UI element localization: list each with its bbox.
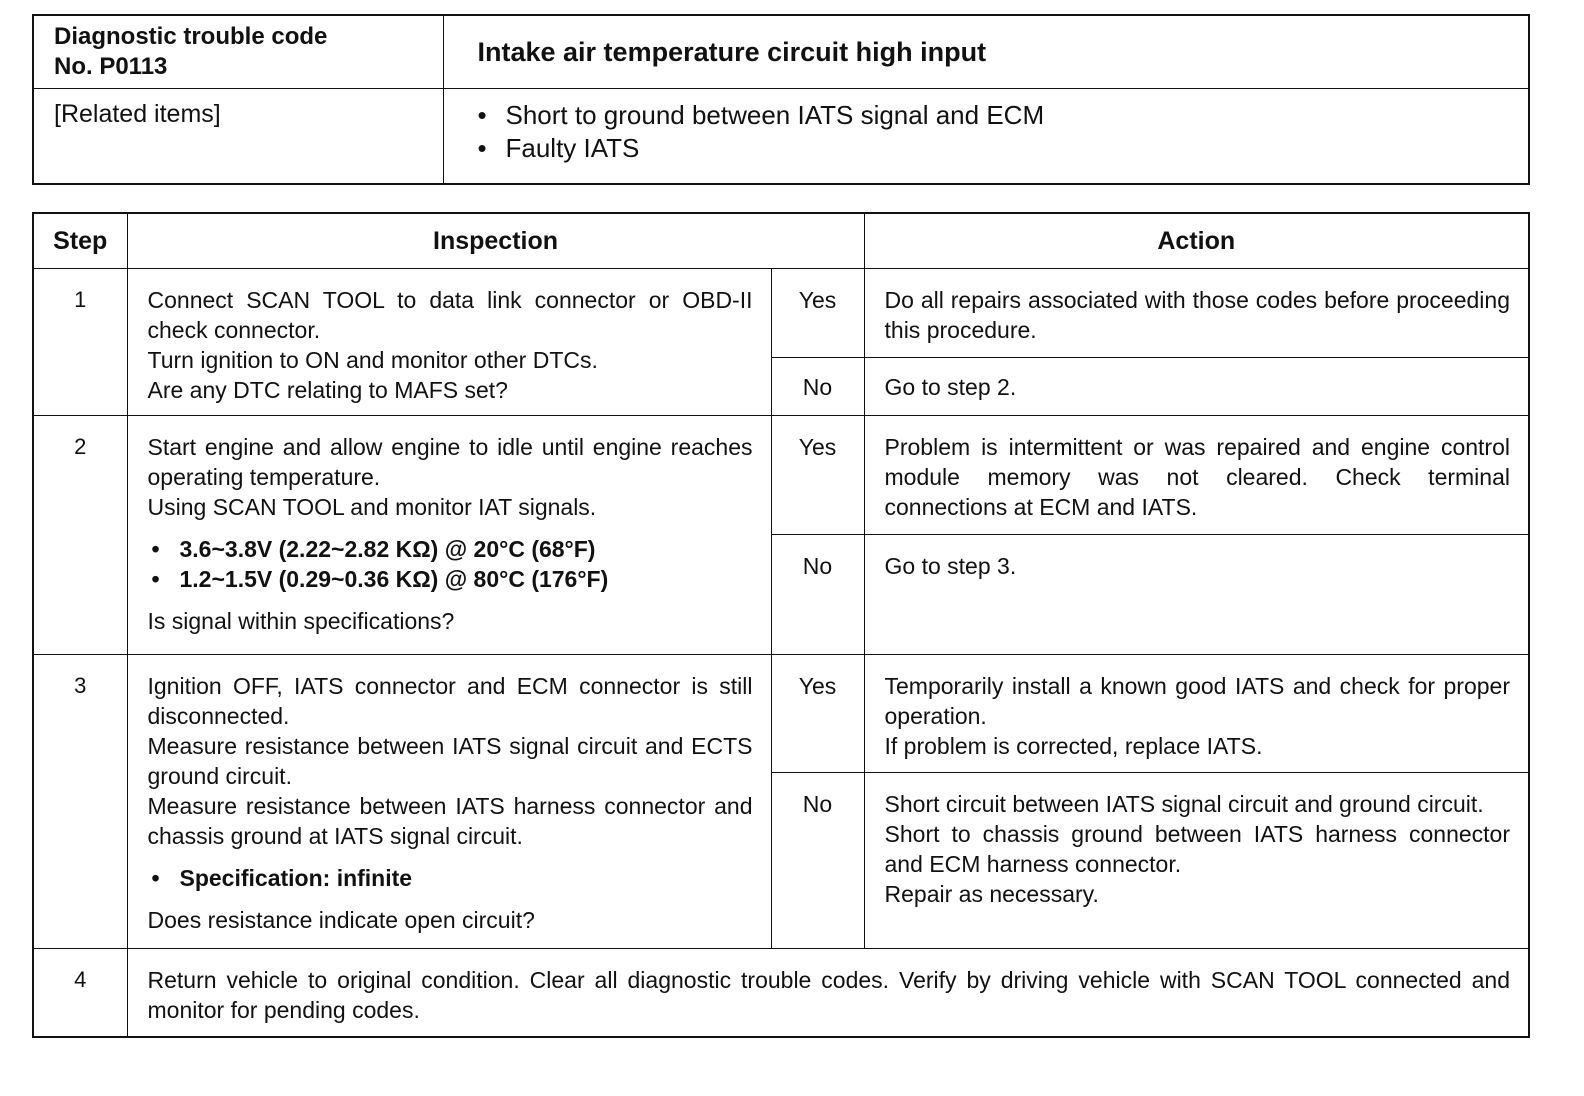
procedure-table bbox=[32, 212, 1530, 1038]
column-header-action: Action bbox=[864, 213, 1529, 269]
inspection-cell bbox=[127, 416, 771, 655]
inspection-text: Ignition OFF, IATS connector and ECM connector is still disconnected. bbox=[147, 673, 753, 729]
final-step-text: Return vehicle to original condition. Clear all diagnostic trouble codes. Verify by driving vehicle with SCAN TOOL connected and monitor for pending codes. bbox=[127, 949, 1529, 1037]
inspection-cell bbox=[127, 655, 771, 949]
inspection-text: Using SCAN TOOL and monitor IAT signals. bbox=[147, 494, 597, 520]
no-label: No bbox=[771, 535, 864, 655]
action-text: Repair as necessary. bbox=[884, 881, 1099, 907]
yes-label: Yes bbox=[771, 655, 864, 773]
action-text: Short to chassis ground between IATS harness connector and ECM harness connector. bbox=[884, 821, 1510, 877]
action-text: Do all repairs associated with those codes before proceeding this procedure. bbox=[884, 287, 1510, 343]
action-text: If problem is corrected, replace IATS. bbox=[884, 733, 1263, 759]
inspection-question: Does resistance indicate open circuit? bbox=[147, 907, 535, 933]
dtc-title: Intake air temperature circuit high input bbox=[443, 15, 1529, 89]
yes-action bbox=[864, 269, 1529, 358]
no-action bbox=[864, 773, 1529, 949]
yes-label: Yes bbox=[771, 269, 864, 358]
dtc-code-label bbox=[33, 15, 443, 89]
related-item: • Short to ground between IATS signal and ECM bbox=[478, 99, 1509, 132]
column-header-step: Step bbox=[33, 213, 127, 269]
spec-item: • Specification: infinite bbox=[148, 863, 753, 893]
related-items-list bbox=[443, 89, 1529, 185]
inspection-question: Is signal within specifications? bbox=[147, 608, 455, 634]
spec-item: • 3.6~3.8V (2.22~2.82 KΩ) @ 20°C (68°F) bbox=[148, 534, 753, 564]
inspection-cell bbox=[127, 269, 771, 416]
yes-action bbox=[864, 655, 1529, 773]
inspection-text: Connect SCAN TOOL to data link connector or OBD-II check connector. bbox=[147, 287, 753, 343]
dtc-header-table bbox=[32, 14, 1530, 185]
yes-action bbox=[864, 416, 1529, 535]
action-text: Go to step 2. bbox=[884, 374, 1017, 400]
inspection-text: Measure resistance between IATS harness connector and chassis ground at IATS signal circuit. bbox=[147, 793, 753, 849]
column-header-inspection: Inspection bbox=[127, 213, 864, 269]
no-action bbox=[864, 358, 1529, 416]
action-text: Go to step 3. bbox=[884, 553, 1017, 579]
related-item: • Faulty IATS bbox=[478, 132, 1509, 165]
no-label: No bbox=[771, 773, 864, 949]
inspection-text: Measure resistance between IATS signal circuit and ECTS ground circuit. bbox=[147, 733, 753, 789]
dtc-label-line1: Diagnostic trouble code bbox=[54, 23, 328, 50]
step-number: 2 bbox=[33, 416, 127, 655]
action-text: Problem is intermittent or was repaired and engine control module memory was not cleared. Check terminal connections at ECM and IATS. bbox=[884, 434, 1510, 520]
related-items-label: [Related items] bbox=[33, 89, 443, 185]
step-number: 1 bbox=[33, 269, 127, 416]
inspection-text: Start engine and allow engine to idle until engine reaches operating temperature. bbox=[147, 434, 753, 490]
no-label: No bbox=[771, 358, 864, 416]
action-text: Short circuit between IATS signal circuit and ground circuit. bbox=[884, 791, 1484, 817]
dtc-label-line2: No. P0113 bbox=[54, 53, 168, 80]
spec-item: • 1.2~1.5V (0.29~0.36 KΩ) @ 80°C (176°F) bbox=[148, 564, 753, 594]
no-action bbox=[864, 535, 1529, 655]
inspection-text: Turn ignition to ON and monitor other DTCs. bbox=[147, 347, 598, 373]
step-number: 4 bbox=[33, 949, 127, 1037]
action-text: Temporarily install a known good IATS and check for proper operation. bbox=[884, 673, 1510, 729]
step-number: 3 bbox=[33, 655, 127, 949]
inspection-question: Are any DTC relating to MAFS set? bbox=[147, 377, 508, 403]
yes-label: Yes bbox=[771, 416, 864, 535]
